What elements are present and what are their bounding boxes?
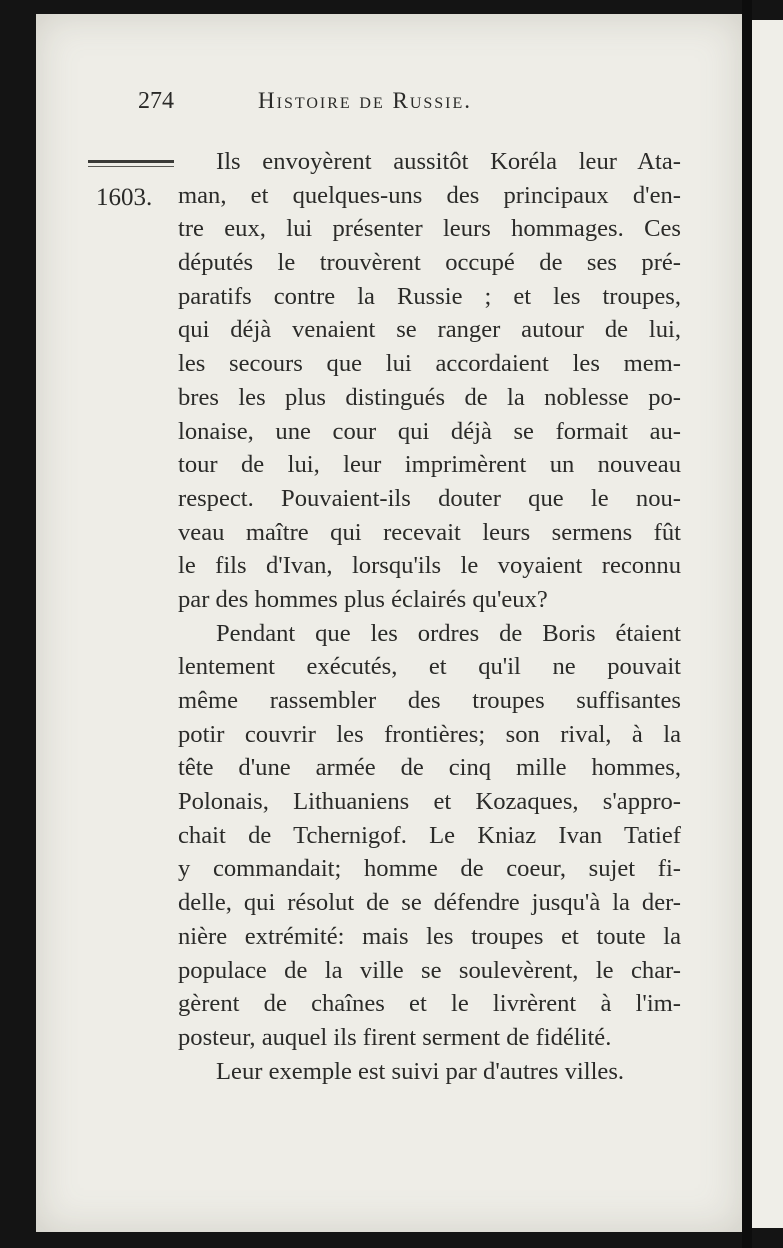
- page-header: [138, 84, 658, 124]
- text-line: lonaise, une cour qui déjà se formait au-: [178, 417, 681, 445]
- text-line: delle, qui résolut de se défendre jusqu'à la der-: [178, 889, 681, 917]
- running-title: Histoire de Russie.: [258, 88, 473, 113]
- margin-rule: [88, 160, 174, 170]
- text-line: tête d'une armée de cinq mille hommes,: [178, 754, 681, 782]
- text-line: populace de la ville se soulevèrent, le char-: [178, 956, 681, 984]
- page-number: 274: [138, 88, 174, 114]
- text-line: Leur exemple est suivi par d'autres villes.: [216, 1057, 625, 1085]
- text-line: respect. Pouvaient-ils douter que le nou-: [178, 484, 681, 512]
- text-line: députés le trouvèrent occupé de ses pré-: [178, 249, 681, 277]
- text-line: potir couvrir les frontières; son rival, à la: [178, 720, 681, 748]
- text-line: man, et quelques-uns des principaux d'en-: [178, 181, 681, 209]
- text-line: lentement exécutés, et qu'il ne pouvait: [178, 653, 681, 681]
- text-line: même rassembler des troupes suffisantes: [178, 687, 681, 714]
- text-line: posteur, auquel ils firent serment de fidélité.: [178, 1023, 612, 1051]
- body-text: [178, 145, 681, 1088]
- text-line: nière extrémité: mais les troupes et toute la: [178, 922, 681, 950]
- text-line: tre eux, lui présenter leurs hommages. Ces: [178, 215, 681, 243]
- text-line: Ils envoyèrent aussitôt Koréla leur Ata-: [216, 148, 681, 175]
- text-line: Pendant que les ordres de Boris étaient: [216, 619, 681, 647]
- text-line: par des hommes plus éclairés qu'eux?: [178, 585, 548, 613]
- text-line: le fils d'Ivan, lorsqu'ils le voyaient reconnu: [178, 552, 681, 580]
- text-line: gèrent de chaînes et le livrèrent à l'im-: [178, 990, 681, 1018]
- margin-year: 1603.: [96, 184, 153, 211]
- text-line: qui déjà venaient se ranger autour de lui,: [178, 316, 681, 344]
- next-page-edge: [752, 20, 783, 1228]
- book-gutter: [742, 0, 752, 1248]
- text-line: y commandait; homme de coeur, sujet fi-: [178, 855, 681, 883]
- text-line: tour de lui, leur imprimèrent un nouveau: [178, 451, 681, 479]
- text-line: Polonais, Lithuaniens et Kozaques, s'appro-: [178, 788, 681, 816]
- margin-rule-thick: [88, 160, 174, 163]
- text-line: veau maître qui recevait leurs sermens fût: [178, 518, 681, 546]
- text-line: chait de Tchernigof. Le Kniaz Ivan Tatief: [178, 821, 681, 849]
- text-line: paratifs contre la Russie ; et les troupes,: [178, 282, 681, 310]
- text-line: les secours que lui accordaient les mem-: [178, 350, 681, 378]
- margin-rule-thin: [88, 166, 174, 167]
- text-line: bres les plus distingués de la noblesse po-: [178, 383, 681, 411]
